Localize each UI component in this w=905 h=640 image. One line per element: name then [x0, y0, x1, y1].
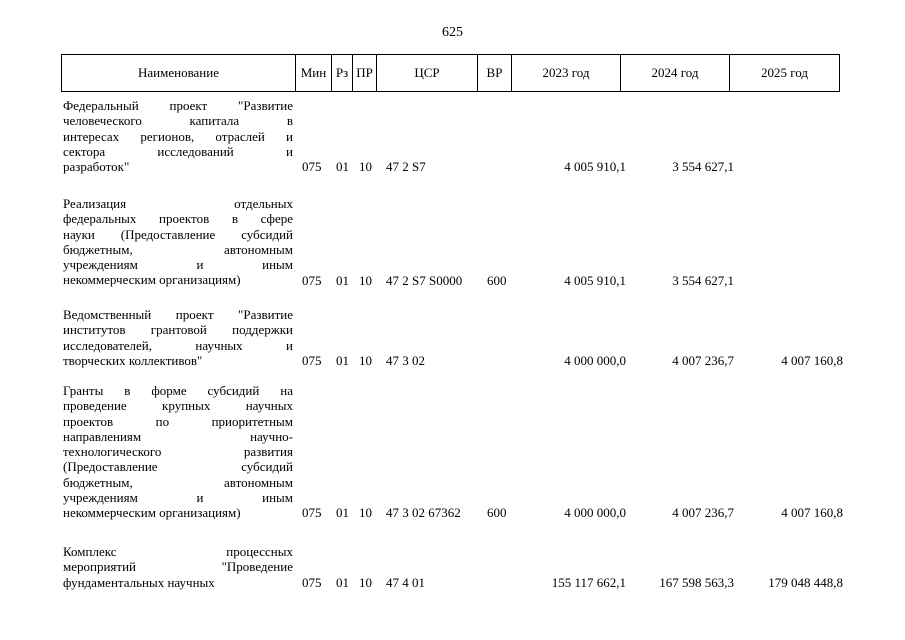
- cell-rz: 01: [336, 159, 349, 175]
- row-name-line: науки (Предоставление субсидий: [63, 226, 293, 242]
- cell-rz: 01: [336, 505, 349, 521]
- row-name-line: мероприятий "Проведение: [63, 559, 293, 575]
- row-name-line: направлениям научно-: [63, 428, 293, 444]
- row-name-line: (Предоставление субсидий: [63, 459, 293, 475]
- header-vr: ВР: [478, 55, 512, 92]
- cell-rz: 01: [336, 272, 349, 288]
- row-name-line: проведение крупных научных: [63, 398, 293, 414]
- cell-min: 075: [302, 352, 322, 368]
- row-name-line: творческих коллективов": [63, 352, 203, 368]
- row-name-line: проектов по приоритетным: [63, 413, 293, 429]
- cell-csr: 47 2 S7: [386, 159, 426, 175]
- cell-y2024: 4 007 236,7: [672, 352, 734, 368]
- row-name-line: интересах регионов, отраслей и: [63, 128, 293, 144]
- row-name-line: учреждениям и иным: [63, 257, 293, 273]
- cell-min: 075: [302, 159, 322, 175]
- page-number: 625: [442, 25, 463, 40]
- cell-y2024: 167 598 563,3: [659, 574, 734, 590]
- cell-y2023: 4 000 000,0: [564, 352, 626, 368]
- cell-pr: 10: [359, 574, 372, 590]
- cell-vr: 600: [487, 505, 507, 521]
- header-min: Мин: [296, 55, 332, 92]
- cell-csr: 47 2 S7 S0000: [386, 272, 463, 288]
- header-rz: Рз: [332, 55, 353, 92]
- header-name: Наименование: [62, 55, 296, 92]
- cell-csr: 47 4 01: [386, 574, 425, 590]
- row-name-line: некоммерческим организациям): [63, 505, 241, 521]
- header-pr: ПР: [353, 55, 377, 92]
- table-header: [61, 54, 840, 92]
- cell-y2023: 4 005 910,1: [564, 159, 626, 175]
- row-name-line: институтов грантовой поддержки: [63, 322, 293, 338]
- header-2025: 2025 год: [730, 55, 840, 92]
- header-2023: 2023 год: [512, 55, 621, 92]
- cell-y2025: 179 048 448,8: [768, 574, 843, 590]
- row-name: [63, 307, 293, 368]
- cell-min: 075: [302, 574, 322, 590]
- row-name: [63, 383, 293, 521]
- row-name-line: Гранты в форме субсидий на: [63, 383, 293, 398]
- row-name-line: фундаментальных научных: [63, 574, 215, 590]
- cell-y2025: 4 007 160,8: [781, 505, 843, 521]
- cell-y2024: 4 007 236,7: [672, 505, 734, 521]
- cell-min: 075: [302, 505, 322, 521]
- row-name: [63, 544, 293, 590]
- row-name-line: технологического развития: [63, 444, 293, 460]
- cell-csr: 47 3 02 67362: [386, 505, 461, 521]
- row-name-line: человеческого капитала в: [63, 113, 293, 129]
- row-name-line: сектора исследований и: [63, 143, 293, 159]
- cell-pr: 10: [359, 352, 372, 368]
- cell-rz: 01: [336, 352, 349, 368]
- cell-vr: 600: [487, 272, 507, 288]
- cell-csr: 47 3 02: [386, 352, 425, 368]
- cell-pr: 10: [359, 159, 372, 175]
- row-name-line: разработок": [63, 159, 130, 175]
- header-csr: ЦСР: [377, 55, 478, 92]
- row-name-line: некоммерческим организациям): [63, 272, 241, 288]
- cell-min: 075: [302, 272, 322, 288]
- row-name-line: Реализация отдельных: [63, 196, 293, 211]
- row-name: [63, 196, 293, 288]
- cell-y2023: 155 117 662,1: [551, 574, 626, 590]
- row-name-line: федеральных проектов в сфере: [63, 211, 293, 227]
- row-name-line: учреждениям и иным: [63, 490, 293, 506]
- cell-y2025: 4 007 160,8: [781, 352, 843, 368]
- cell-y2024: 3 554 627,1: [672, 272, 734, 288]
- row-name-line: бюджетным, автономным: [63, 241, 293, 257]
- header-2024: 2024 год: [621, 55, 730, 92]
- row-name-line: Ведомственный проект "Развитие: [63, 307, 293, 322]
- cell-y2024: 3 554 627,1: [672, 159, 734, 175]
- row-name-line: бюджетным, автономным: [63, 474, 293, 490]
- cell-y2023: 4 005 910,1: [564, 272, 626, 288]
- cell-pr: 10: [359, 272, 372, 288]
- row-name: [63, 98, 293, 174]
- row-name-line: Комплекс процессных: [63, 544, 293, 559]
- row-name-line: исследователей, научных и: [63, 337, 293, 353]
- cell-y2023: 4 000 000,0: [564, 505, 626, 521]
- cell-rz: 01: [336, 574, 349, 590]
- cell-pr: 10: [359, 505, 372, 521]
- row-name-line: Федеральный проект "Развитие: [63, 98, 293, 113]
